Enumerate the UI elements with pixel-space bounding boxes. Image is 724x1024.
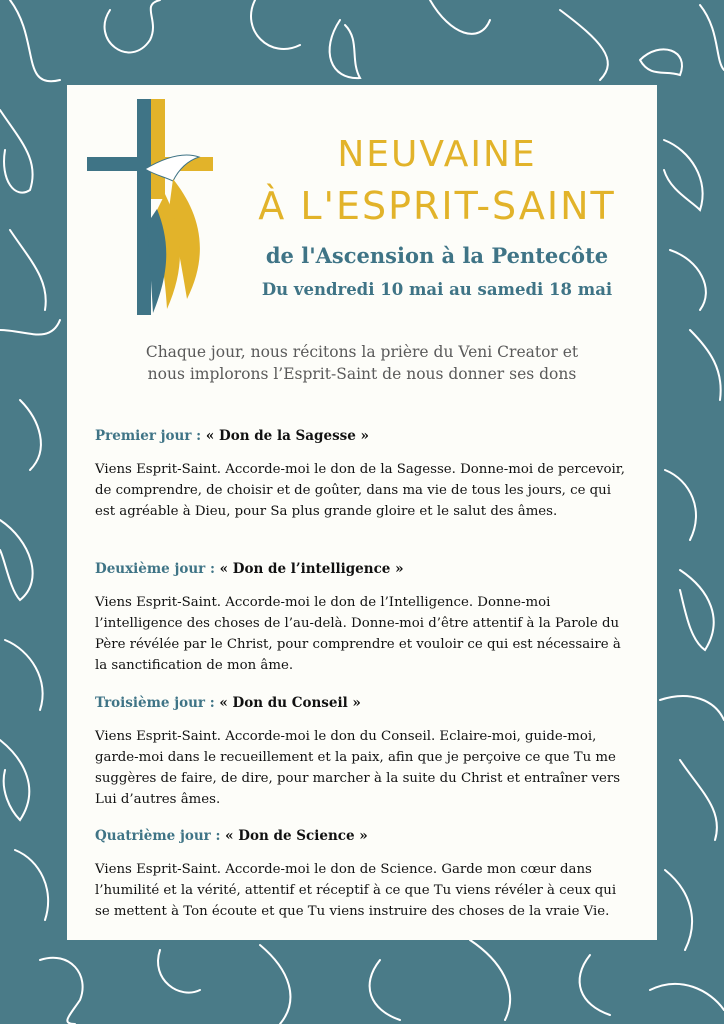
day-4-gift: « Don de Science » <box>225 828 368 844</box>
day-2-heading <box>95 561 635 577</box>
prayer-card <box>67 85 657 940</box>
day-2-label: Deuxième jour : <box>95 561 215 577</box>
day-3-heading <box>95 695 635 711</box>
intro-line-1: Chaque jour, nous récitons la prière du Veni Creator et <box>145 343 579 361</box>
day-1-gift: « Don de la Sagesse » <box>205 428 369 444</box>
day-2-gift: « Don de l’intelligence » <box>219 561 404 577</box>
day-4-label: Quatrième jour : <box>95 828 221 844</box>
day-1-heading <box>95 428 635 444</box>
subtitle: de l'Ascension à la Pentecôte <box>265 243 609 268</box>
title-line-2: À L'ESPRIT-SAINT <box>258 184 616 228</box>
cross-dove-flame-icon <box>87 99 217 315</box>
day-4-heading <box>95 828 635 844</box>
day-1-prayer: Viens Esprit-Saint. Accorde-moi le don de la Sagesse. Donne-moi de percevoir, de comprendre, de choisir et de goûter, dans ma vie de tous les jours, ce qui est agréable à Dieu, pour Sa plus grande gloire et le salut des âmes. <box>95 462 625 519</box>
day-4-prayer: Viens Esprit-Saint. Accorde-moi le don de Science. Garde mon cœur dans l’humilité et la vérité, attentif et réceptif à ce que Tu viens révéler à ceux qui se mettent à Ton écoute et que Tu viens instruire des choses de la vraie Vie. <box>95 862 617 919</box>
day-3-prayer: Viens Esprit-Saint. Accorde-moi le don du Conseil. Eclaire-moi, guide-moi, garde-moi dans le recueillement et la paix, afin que je perçoive ce que Tu me suggères de faire, de dire, pour marcher à la suite du Christ et entraîner vers Lui d’autres âmes. <box>95 729 621 807</box>
day-3-label: Troisième jour : <box>95 695 215 711</box>
intro-line-2: nous implorons l’Esprit-Saint de nous donner ses dons <box>147 365 577 383</box>
dates: Du vendredi 10 mai au samedi 18 mai <box>261 280 613 299</box>
title-line-1: NEUVAINE <box>337 134 537 175</box>
day-2-prayer: Viens Esprit-Saint. Accorde-moi le don de l’Intelligence. Donne-moi l’intelligence des choses de l’au-delà. Donne-moi d’être attentif à la Parole du Père révélée par le Christ, pour comprendre et vouloir ce qui est nécessaire à la sanctification de mon âme. <box>95 595 621 673</box>
intro-text <box>87 341 637 385</box>
day-1-label: Premier jour : <box>95 428 202 444</box>
day-3-gift: « Don du Conseil » <box>219 695 361 711</box>
